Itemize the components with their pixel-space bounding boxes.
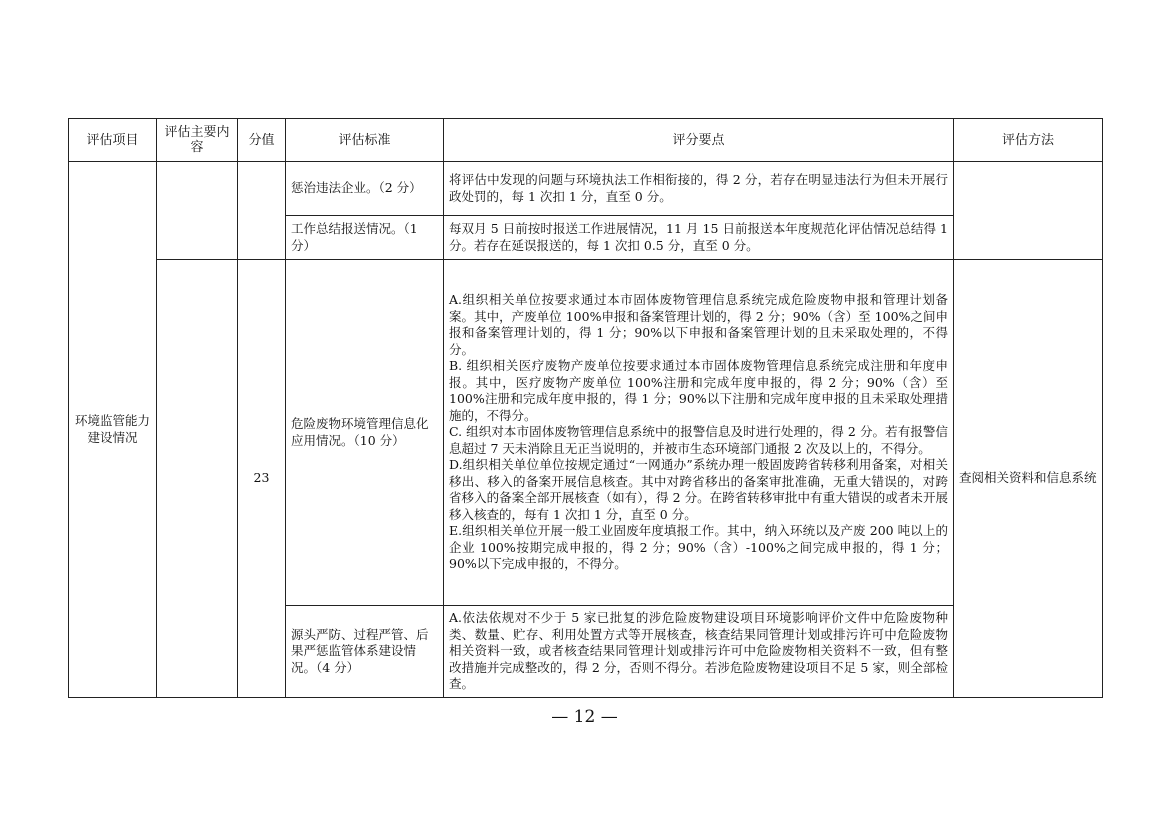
standard-cell: 危险废物环境管理信息化应用情况。（10 分） bbox=[286, 260, 444, 606]
header-method: 评估方法 bbox=[954, 119, 1103, 162]
points-cell: A.依法依规对不少于 5 家已批复的涉危险废物建设项目环境影响评价文件中危险废物种类、数量、贮存、利用处置方式等开展核查，核查结果同管理计划或排污许可中危险废物相关资料一致，或者核查结果同管理计划或排污许可中危险废物相关资料不一致，但有整改措施并完成整改的，得 2 分，否则不得分。若涉危险废物建设项目不足 5 家，则全部检查。 bbox=[444, 606, 954, 698]
point-a: A.组织相关单位按要求通过本市固体废物管理信息系统完成危险废物申报和管理计划备案。其中，产废单位 100%申报和备案管理计划的，得 2 分；90%（含）至 100%之间申报和备案管理计划的，得 1 分；90%以下申报和备案管理计划的且未采取处理的，不得分。 bbox=[449, 292, 948, 357]
standard-cell: 源头严防、过程严管、后果严惩监管体系建设情况。（4 分） bbox=[286, 606, 444, 698]
point-e: E.组织相关单位开展一般工业固废年度填报工作。其中，纳入环统以及产废 200 吨以上的企业 100%按期完成申报的，得 2 分；90%（含）-100%之间完成申报的，得 1 分；90%以下完成申报的，不得分。 bbox=[449, 523, 948, 572]
table-header-row bbox=[69, 119, 1103, 162]
standard-cell: 工作总结报送情况。（1 分） bbox=[286, 216, 444, 260]
point-b: B. 组织相关医疗废物产废单位按要求通过本市固体废物管理信息系统完成注册和年度申报。其中，医疗废物产废单位 100%注册和完成年度申报的，得 2 分；90%（含）至 100%注册和完成年度申报的，得 1 分；90%以下注册和完成年度申报的且未采取处理措施的，不得分。 bbox=[449, 358, 948, 423]
point-c: C. 组织对本市固体废物管理信息系统中的报警信息及时进行处理的，得 2 分。若有报警信息超过 7 天未消除且无正当说明的，并被市生态环境部门通报 2 次及以上的，不得分。 bbox=[449, 424, 948, 456]
header-points: 评分要点 bbox=[444, 119, 954, 162]
header-content: 评估主要内容 bbox=[157, 119, 238, 162]
item-cell: 环境监管能力建设情况 bbox=[69, 162, 157, 698]
content-cell bbox=[157, 260, 238, 698]
page-number: — 12 — bbox=[551, 707, 618, 727]
table-row bbox=[69, 162, 1103, 216]
empty-cell bbox=[157, 162, 238, 260]
points-cell: 每双月 5 日前按时报送工作进展情况，11 月 15 日前报送本年度规范化评估情况总结得 1 分。若存在延误报送的，每 1 次扣 0.5 分，直至 0 分。 bbox=[444, 216, 954, 260]
standard-cell: 惩治违法企业。（2 分） bbox=[286, 162, 444, 216]
header-item: 评估项目 bbox=[69, 119, 157, 162]
point-d: D.组织相关单位单位按规定通过“一网通办”系统办理一般固废跨省转移利用备案，对相关移出、移入的备案开展信息核查。其中对跨省移出的备案审批准确，无重大错误的，对跨省移入的备案全部开展核查（如有），得 2 分。在跨省转移审批中有重大错误的或者未开展移入核查的，每有 1 次扣 1 分，直至 0 分。 bbox=[449, 457, 948, 522]
header-standard: 评估标准 bbox=[286, 119, 444, 162]
empty-cell bbox=[238, 162, 286, 260]
table-row bbox=[69, 260, 1103, 606]
empty-cell bbox=[954, 162, 1103, 260]
method-cell: 查阅相关资料和信息系统 bbox=[954, 260, 1103, 698]
points-cell bbox=[444, 260, 954, 606]
header-score: 分值 bbox=[238, 119, 286, 162]
points-cell: 将评估中发现的问题与环境执法工作相衔接的，得 2 分，若存在明显违法行为但未开展行政处罚的，每 1 次扣 1 分，直至 0 分。 bbox=[444, 162, 954, 216]
evaluation-table bbox=[68, 118, 1103, 698]
score-cell: 23 bbox=[238, 260, 286, 698]
